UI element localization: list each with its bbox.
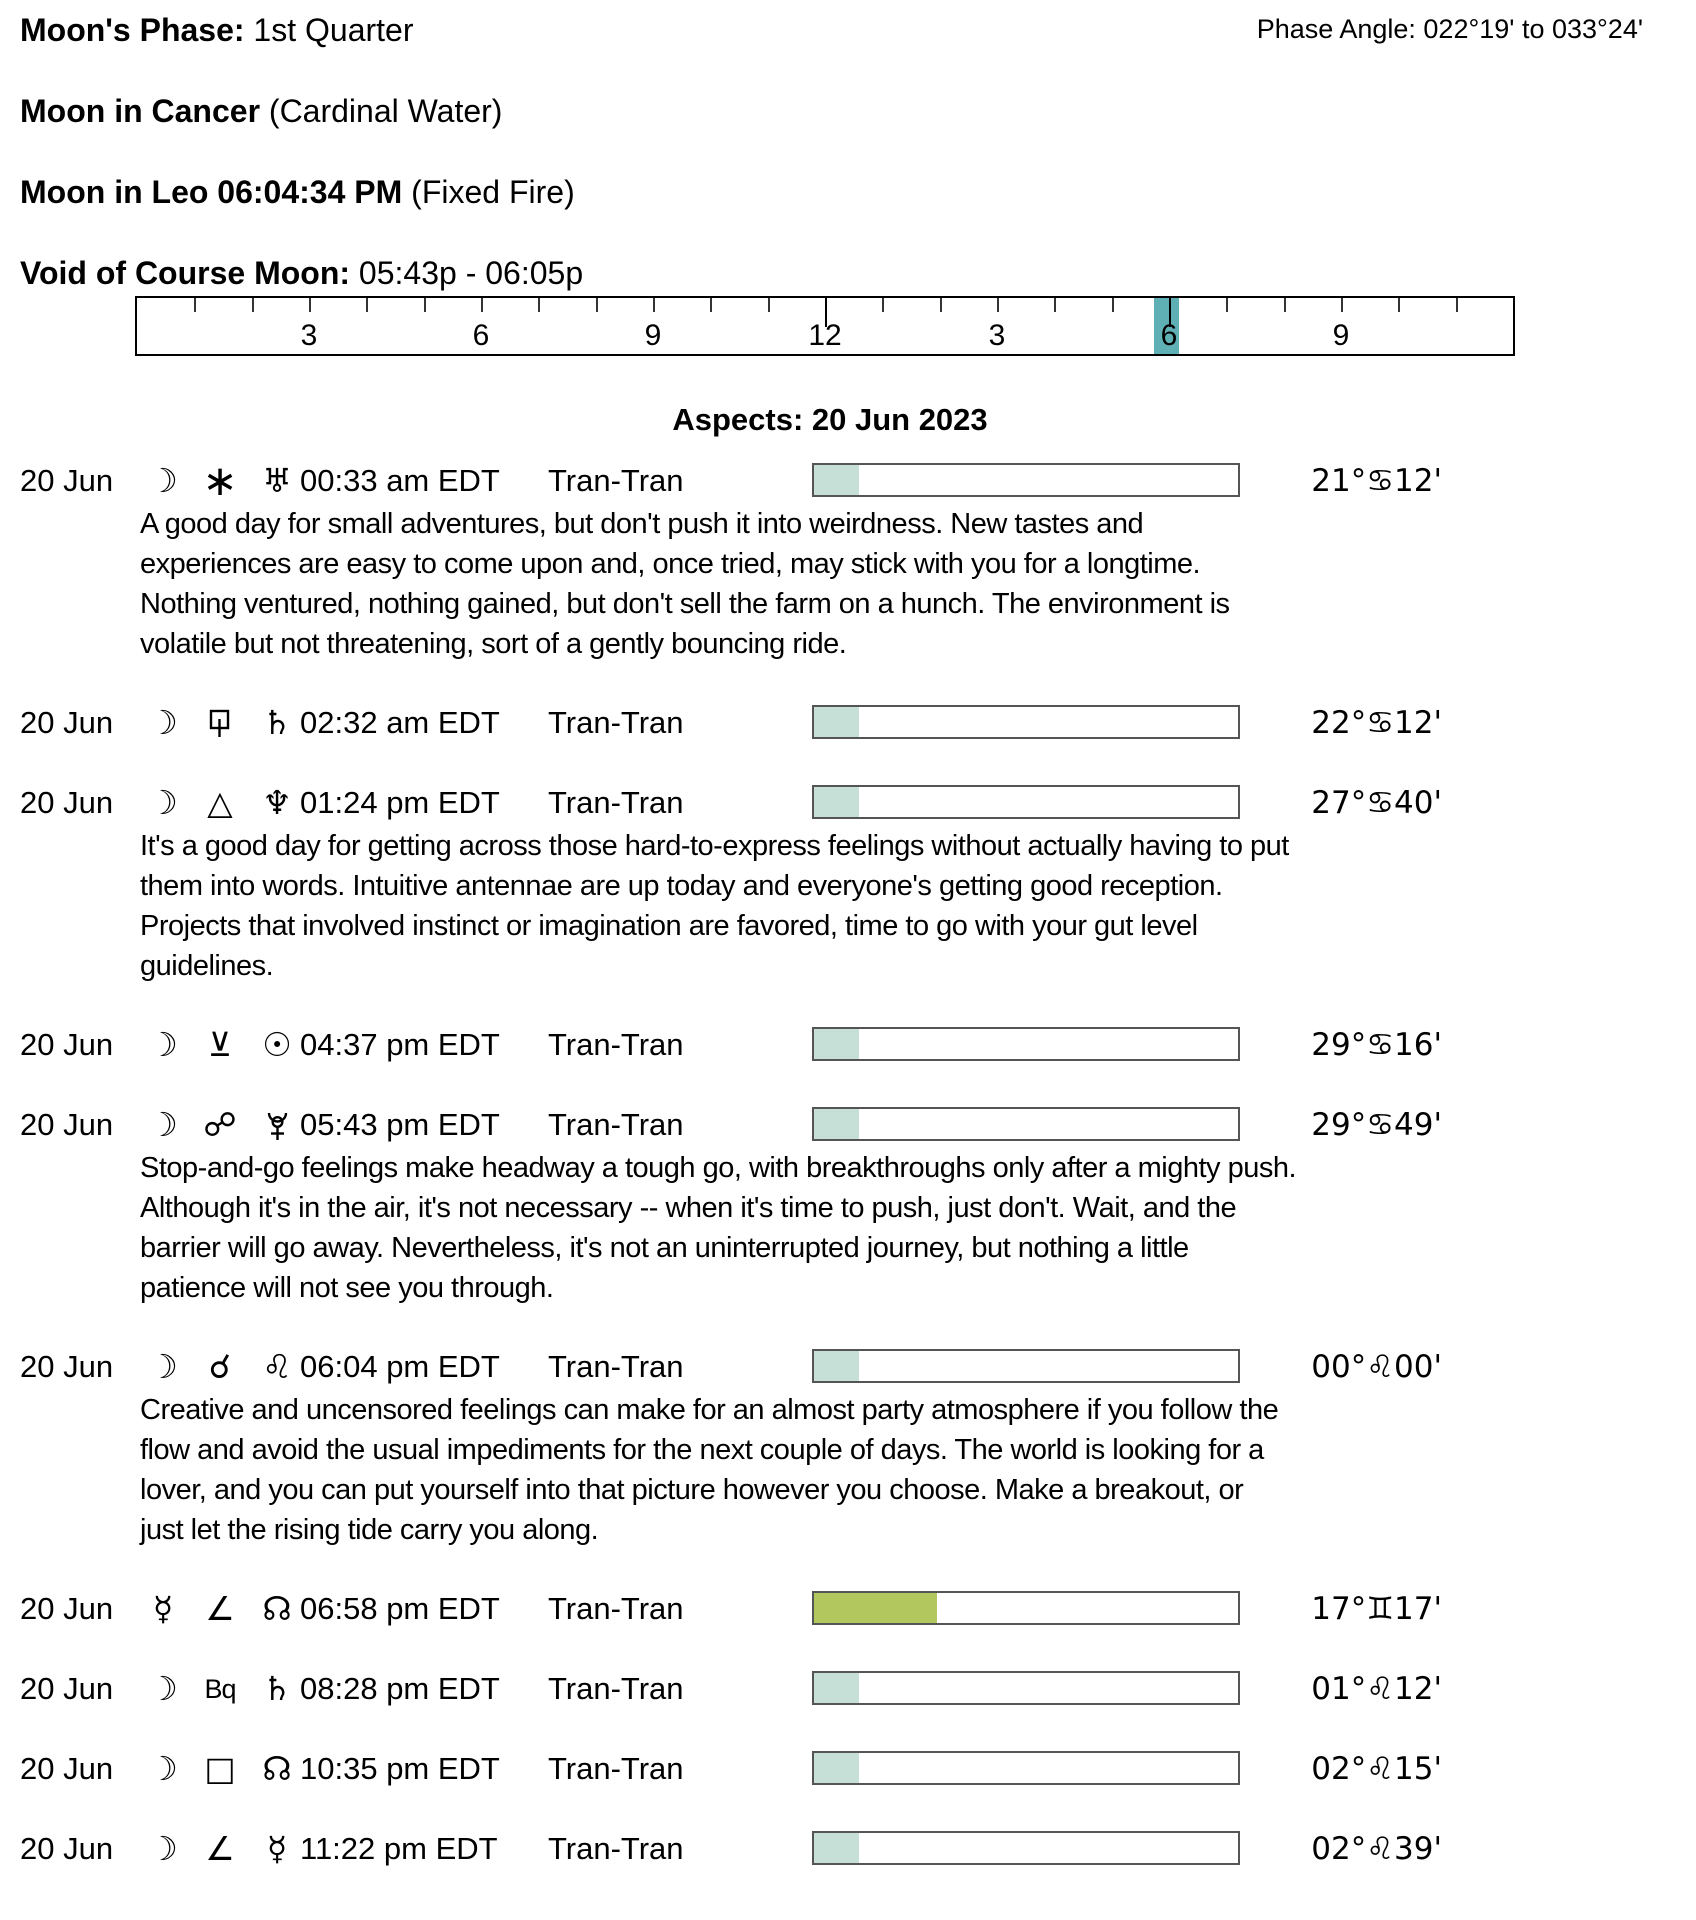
aspect-time: 06:58 pm EDT [300, 1591, 500, 1626]
aspect-type: Tran-Tran [548, 1591, 684, 1626]
moons-phase-value: 1st Quarter [253, 12, 414, 48]
aspect-row[interactable] [0, 1104, 1696, 1146]
moon-ingress-note: (Fixed Fire) [411, 174, 575, 210]
aspect-time: 01:24 pm EDT [300, 785, 500, 820]
neptune-icon: ♆ [262, 783, 292, 822]
void-of-course-line [20, 255, 1696, 292]
aspect-time: 11:22 pm EDT [300, 1831, 498, 1866]
north-node-icon: ☊ [262, 1589, 292, 1628]
aspect-type: Tran-Tran [548, 705, 684, 740]
moon-icon: ☽ [148, 1347, 178, 1386]
aspect-progress-fill [814, 1833, 859, 1863]
aspect-description: Stop-and-go feelings make headway a tough go, with breakthroughs only after a mighty push. Although it's in the air, it's not necessary -- when it's time to push, just don't. Wait, and the barrier will go away. Nevertheless, it's not an uninterrupted journey, but nothing a little patience will not see you through. [140, 1152, 1297, 1304]
sesquiquadrate-icon [203, 708, 237, 739]
aspect-progress-bar [812, 1591, 1240, 1625]
aspect-type: Tran-Tran [548, 1027, 684, 1062]
aspect-row[interactable] [0, 1828, 1696, 1870]
aspect-progress-bar [812, 785, 1240, 819]
aspect-progress-bar [812, 705, 1240, 739]
aspect-time: 06:04 pm EDT [300, 1349, 500, 1384]
aspect-progress-bar [812, 1751, 1240, 1785]
ruler-label-3am: 3 [300, 319, 318, 352]
moon-icon: ☽ [148, 703, 178, 742]
aspect-progress-fill [814, 787, 859, 817]
semisquare-icon: ∠ [205, 1829, 235, 1868]
aspect-description: It's a good day for getting across those hard-to-express feelings without actually having to put them into words. Intuitive antennae are up today and everyone's getting good reception. Projects that involved instinct or imagination are favored, time to go with your gut level guidelines. [140, 830, 1289, 982]
aspect-row[interactable] [0, 782, 1696, 824]
aspect-position: 02°♌15' [1311, 1751, 1442, 1787]
aspect-time: 08:28 pm EDT [300, 1671, 500, 1706]
aspect-progress-fill [814, 1351, 859, 1381]
aspect-symbols [146, 1104, 294, 1146]
moon-icon: ☽ [148, 783, 178, 822]
aspect-date: 20 Jun [20, 1349, 114, 1384]
aspect-time: 05:43 pm EDT [300, 1107, 500, 1142]
void-of-course-value: 05:43p - 06:05p [358, 255, 584, 291]
sextile-icon: ∗ [202, 456, 238, 505]
aspect-description: Creative and uncensored feelings can make for an almost party atmosphere if you follow the flow and avoid the usual impediments for the next couple of days. The world is looking for a lover, and you can put yourself into that picture however you choose. Make a breakout, or just let the rising tide carry you along. [140, 1394, 1279, 1546]
aspect-progress-fill [814, 1029, 859, 1059]
aspect-symbols [146, 1024, 294, 1066]
aspect-date: 20 Jun [20, 785, 114, 820]
aspect-position: 02°♌39' [1311, 1831, 1442, 1867]
aspect-progress-bar [812, 1349, 1240, 1383]
aspect-type: Tran-Tran [548, 463, 684, 498]
ruler-label-9pm: 9 [1332, 319, 1350, 352]
aspect-symbols [146, 782, 294, 824]
aspect-symbols [146, 1588, 294, 1630]
aspect-type: Tran-Tran [548, 1107, 684, 1142]
aspect-progress-bar [812, 1107, 1240, 1141]
trine-icon: △ [207, 783, 233, 822]
aspect-progress-bar [812, 1027, 1240, 1061]
aspect-progress-fill [814, 1753, 859, 1783]
aspect-symbols [146, 1346, 294, 1388]
aspect-time: 10:35 pm EDT [300, 1751, 500, 1786]
aspect-position: 01°♌12' [1311, 1671, 1442, 1707]
moon-sign-line [20, 93, 1696, 130]
aspect-position: 21°♋12' [1311, 463, 1442, 499]
opposition-icon: ☍ [203, 1105, 237, 1144]
aspect-date: 20 Jun [20, 705, 114, 740]
aspect-progress-bar [812, 1671, 1240, 1705]
sun-icon: ☉ [262, 1025, 292, 1064]
moon-sign-note: (Cardinal Water) [268, 93, 503, 129]
phase-angle [1257, 14, 1643, 45]
phase-angle-value: 022°19' to 033°24' [1423, 14, 1643, 44]
aspect-date: 20 Jun [20, 1671, 114, 1706]
aspect-time: 02:32 am EDT [300, 705, 500, 740]
leo-sign-icon: ♌ [262, 1347, 292, 1386]
moon-icon: ☽ [148, 1829, 178, 1868]
aspect-progress-bar [812, 1831, 1240, 1865]
aspect-date: 20 Jun [20, 1027, 114, 1062]
saturn-icon: ♄ [262, 703, 292, 742]
aspect-position: 00°♌00' [1311, 1349, 1442, 1385]
aspect-description: A good day for small adventures, but don't push it into weirdness. New tastes and experiences are easy to come upon and, once tried, may stick with you for a longtime. Nothing ventured, nothing gained, but don't sell the farm on a hunch. The environment is volatile but not threatening, sort of a gently bouncing ride. [140, 508, 1230, 660]
aspect-row[interactable] [0, 1346, 1696, 1388]
aspect-date: 20 Jun [20, 463, 114, 498]
aspect-date: 20 Jun [20, 1591, 114, 1626]
moon-icon: ☽ [148, 1025, 178, 1064]
moon-icon: ☽ [148, 1669, 178, 1708]
aspect-symbols [146, 1668, 294, 1710]
aspect-progress-fill [814, 707, 859, 737]
aspect-type: Tran-Tran [548, 1349, 684, 1384]
aspect-type: Tran-Tran [548, 785, 684, 820]
aspect-symbols [146, 702, 294, 744]
aspect-symbols [146, 456, 294, 505]
aspect-date: 20 Jun [20, 1107, 114, 1142]
aspect-type: Tran-Tran [548, 1751, 684, 1786]
aspect-row[interactable] [0, 456, 1696, 505]
uranus-icon: ♅ [262, 461, 292, 500]
moon-ingress-line [20, 174, 1696, 211]
ruler-label-12pm: 12 [808, 319, 842, 352]
aspect-type: Tran-Tran [548, 1671, 684, 1706]
mercury-icon: ☿ [152, 1589, 174, 1628]
north-node-icon: ☊ [262, 1749, 292, 1788]
aspect-time: 04:37 pm EDT [300, 1027, 500, 1062]
time-ruler[interactable] [135, 296, 1515, 356]
ruler-label-9am: 9 [644, 319, 662, 352]
pluto-icon [260, 1109, 294, 1142]
moons-phase-label: Moon's Phase: [20, 12, 245, 48]
void-of-course-label: Void of Course Moon: [20, 255, 351, 291]
conjunction-icon: ☌ [208, 1347, 232, 1386]
moon-ingress-label: Moon in Leo 06:04:34 PM [20, 174, 403, 210]
aspect-row[interactable] [0, 1024, 1696, 1066]
aspect-position: 29°♋49' [1311, 1107, 1442, 1143]
mercury-icon: ☿ [266, 1829, 288, 1868]
aspect-row[interactable] [0, 702, 1696, 744]
saturn-icon: ♄ [262, 1669, 292, 1708]
aspect-row[interactable] [0, 1748, 1696, 1790]
aspect-row[interactable] [0, 1668, 1696, 1710]
aspect-date: 20 Jun [20, 1831, 114, 1866]
aspect-progress-fill [814, 465, 859, 495]
aspect-date: 20 Jun [20, 1751, 114, 1786]
aspect-symbols [146, 1748, 294, 1790]
semisextile-icon: ⊻ [207, 1025, 233, 1064]
aspect-position: 27°♋40' [1311, 785, 1442, 821]
aspect-symbols [146, 1828, 294, 1870]
aspect-position: 29°♋16' [1311, 1027, 1442, 1063]
aspect-row[interactable] [0, 1588, 1696, 1630]
aspect-type: Tran-Tran [548, 1831, 684, 1866]
aspect-progress-bar [812, 463, 1240, 497]
aspect-progress-fill [814, 1673, 859, 1703]
ruler-label-3pm: 3 [988, 319, 1006, 352]
aspect-time: 00:33 am EDT [300, 463, 500, 498]
moon-icon: ☽ [148, 1105, 178, 1144]
moon-sign-label: Moon in Cancer [20, 93, 261, 129]
biquintile-icon: Bq [204, 1674, 236, 1704]
aspect-position: 22°♋12' [1311, 705, 1442, 741]
aspect-progress-fill [814, 1593, 937, 1623]
aspects-heading: Aspects: 20 Jun 2023 [672, 402, 988, 437]
semisquare-icon: ∠ [205, 1589, 235, 1628]
moon-icon: ☽ [148, 1749, 178, 1788]
aspect-progress-fill [814, 1109, 859, 1139]
aspect-position: 17°♊17' [1311, 1591, 1442, 1627]
ruler-label-6pm: 6 [1160, 319, 1178, 352]
phase-angle-label: Phase Angle: [1256, 14, 1416, 44]
ruler-label-6am: 6 [472, 319, 490, 352]
moon-icon: ☽ [148, 461, 178, 500]
square-aspect-icon: □ [204, 1749, 236, 1788]
